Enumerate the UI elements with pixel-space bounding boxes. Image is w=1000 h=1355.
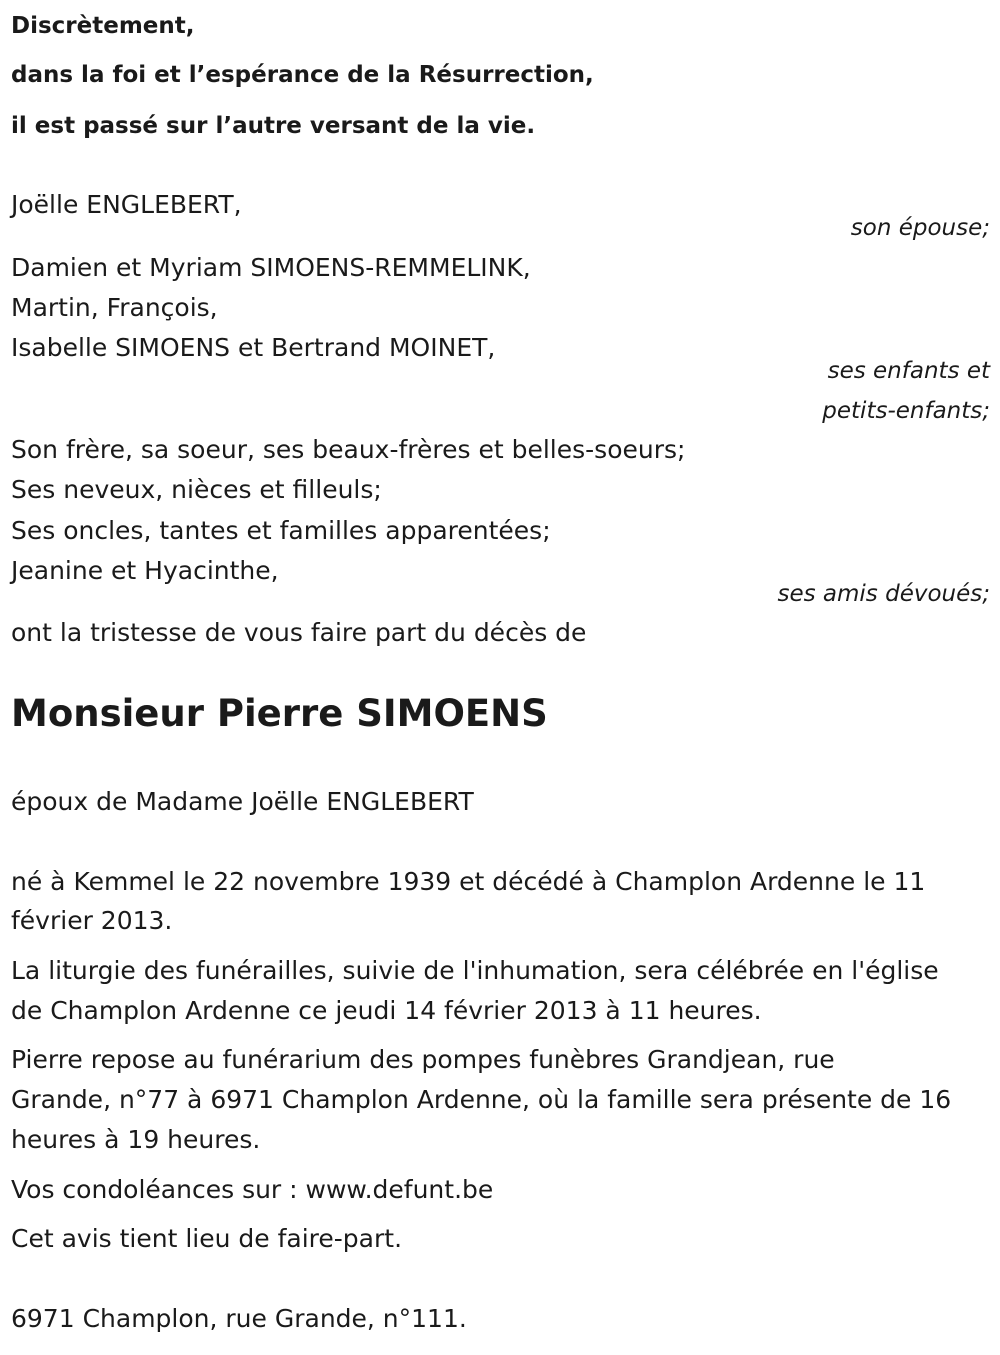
relative-line-2: Ses neveux, nièces et filleuls; xyxy=(11,475,382,504)
announcement: ont la tristesse de vous faire part du décès de xyxy=(11,618,587,647)
spouse-name: Joëlle ENGLEBERT, xyxy=(11,190,242,219)
intro-line-2: dans la foi et l’espérance de la Résurrection, xyxy=(11,62,594,88)
child-line-3: Isabelle SIMOENS et Bertrand MOINET, xyxy=(11,333,496,362)
intro-line-1: Discrètement, xyxy=(11,13,195,39)
deceased-name: Monsieur Pierre SIMOENS xyxy=(11,692,548,735)
spouse-of: époux de Madame Joëlle ENGLEBERT xyxy=(11,787,474,816)
liturgy-line-2: de Champlon Ardenne ce jeudi 14 février 2013 à 11 heures. xyxy=(11,996,762,1025)
friends-role: ses amis dévoués; xyxy=(777,581,990,607)
relative-line-3: Ses oncles, tantes et familles apparentées; xyxy=(11,516,551,545)
birth-death-line-2: février 2013. xyxy=(11,906,173,935)
funeral-home-line-2: Grande, n°77 à 6971 Champlon Ardenne, où la famille sera présente de 16 xyxy=(11,1085,952,1114)
funeral-home-line-1: Pierre repose au funérarium des pompes funèbres Grandjean, rue xyxy=(11,1045,835,1074)
spouse-role: son épouse; xyxy=(850,215,990,241)
children-role-1: ses enfants et xyxy=(827,358,990,384)
relative-line-1: Son frère, sa soeur, ses beaux-frères et belles-soeurs; xyxy=(11,435,686,464)
child-line-2: Martin, François, xyxy=(11,293,218,322)
children-role-2: petits-enfants; xyxy=(822,398,990,424)
liturgy-line-1: La liturgie des funérailles, suivie de l'inhumation, sera célébrée en l'église xyxy=(11,956,939,985)
birth-death-line-1: né à Kemmel le 22 novembre 1939 et décédé à Champlon Ardenne le 11 xyxy=(11,867,926,896)
relative-line-4: Jeanine et Hyacinthe, xyxy=(11,556,279,585)
notice: Cet avis tient lieu de faire-part. xyxy=(11,1224,403,1253)
address: 6971 Champlon, rue Grande, n°111. xyxy=(11,1304,467,1333)
funeral-home-line-3: heures à 19 heures. xyxy=(11,1125,261,1154)
condolences: Vos condoléances sur : www.defunt.be xyxy=(11,1175,494,1204)
child-line-1: Damien et Myriam SIMOENS-REMMELINK, xyxy=(11,253,531,282)
intro-line-3: il est passé sur l’autre versant de la vie. xyxy=(11,113,536,139)
